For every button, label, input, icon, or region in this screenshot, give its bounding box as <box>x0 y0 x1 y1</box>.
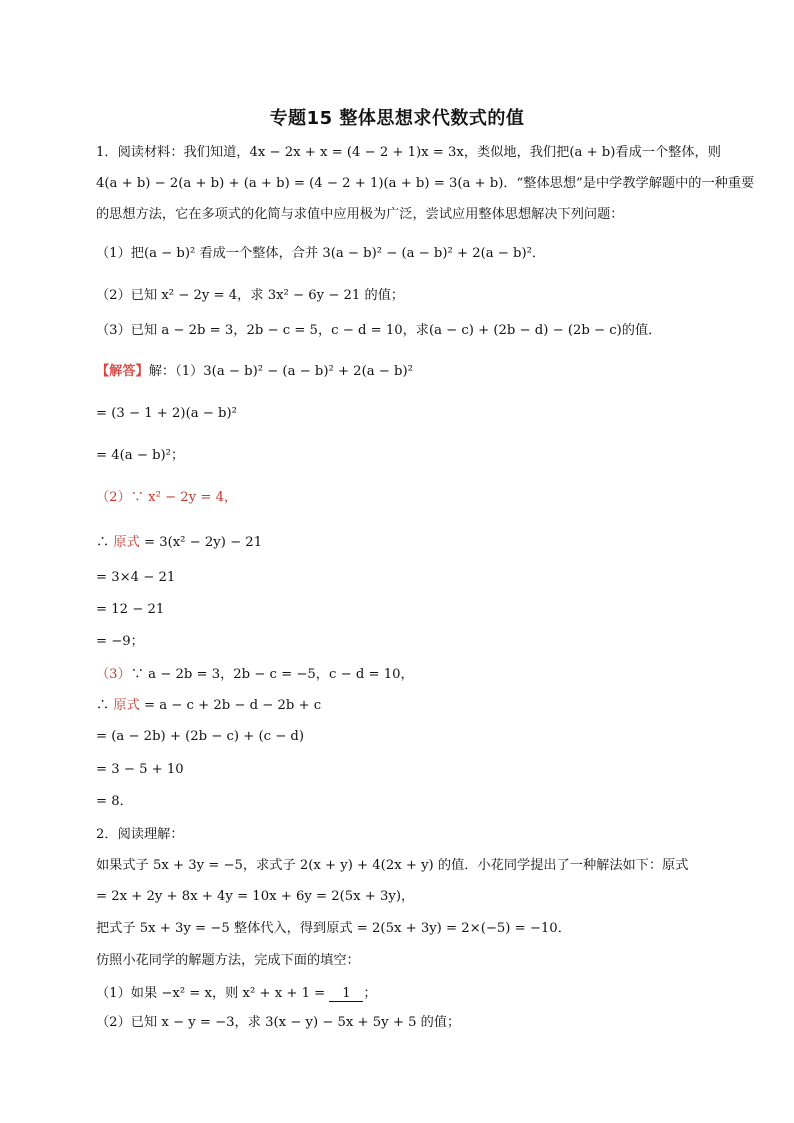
answer-part-2-step-4: = −9； <box>96 634 144 649</box>
page-title: 专题15 整体思想求代数式的值 <box>269 108 525 129</box>
q1-intro-line-1: 1．阅读材料：我们知道，4x − 2x + x = (4 − 2 + 1)x = 3x，类似地，我们把(a + b)看成一个整体，则 <box>96 145 721 160</box>
q2-part-1 <box>96 985 377 1003</box>
q1-intro-line-3: 的思想方法，它在多项式的化简与求值中应用极为广泛，尝试应用整体思想解决下列问题： <box>96 207 624 222</box>
therefore-symbol: ∴ <box>96 698 114 713</box>
answer-part-2-given <box>96 489 237 507</box>
answer-part-3-expr: ∵ a − 2b = 3，2b − c = −5，c − d = 10， <box>130 667 414 682</box>
answer-part-2-line-1 <box>96 534 262 552</box>
q1-intro-line-2: 4(a + b) − 2(a + b) + (a + b) = (4 − 2 + 1)(a + b) = 3(a + b)．“整体思想”是中学教学解题中的一种重要 <box>96 176 755 191</box>
answer-part-3-step-2: = (a − 2b) + (2b − c) + (c − d) <box>96 729 305 744</box>
answer-blank: 1 <box>329 987 363 1002</box>
q1-part-1: （1）把(a − b)² 看成一个整体，合并 3(a − b)² − (a − b)² + 2(a − b)²． <box>96 246 546 261</box>
answer-part-2-expr: ∵ x² − 2y = 4， <box>130 490 238 505</box>
answer-part-3-given <box>96 666 414 684</box>
answer-part-3-step-1: = a − c + 2b − d − 2b + c <box>139 698 322 713</box>
q2-line-2: = 2x + 2y + 8x + 4y = 10x + 6y = 2(5x + 3y)， <box>96 889 415 904</box>
answer-lead: 解：（1） <box>148 364 204 379</box>
original-expression-label: 原式 <box>113 535 140 550</box>
answer-part-3-line-1 <box>96 697 321 715</box>
q2-heading: 2．阅读理解： <box>96 827 184 842</box>
q2-part-2: （2）已知 x − y = −3，求 3(x − y) − 5x + 5y + 5 的值； <box>96 1015 461 1030</box>
answer-part-2-label: （2） <box>96 490 131 505</box>
answer-part-2-step-3: = 12 − 21 <box>96 602 165 617</box>
answer-line-1 <box>96 363 413 381</box>
answer-tag: 【解答】 <box>96 364 149 379</box>
therefore-symbol: ∴ <box>96 535 114 550</box>
answer-step-2: = (3 − 1 + 2)(a − b)² <box>96 406 237 421</box>
q2-part-1-end: ； <box>363 986 377 1001</box>
answer-step-3: = 4(a − b)²； <box>96 448 185 463</box>
q2-line-3: 把式子 5x + 3y = −5 整体代入，得到原式 = 2(5x + 3y) = 2×(−5) = −10． <box>96 921 571 936</box>
answer-part-2-step-1: = 3(x² − 2y) − 21 <box>139 535 263 550</box>
original-expression-label: 原式 <box>113 698 140 713</box>
q2-line-4: 仿照小花同学的解题方法，完成下面的填空： <box>96 953 360 968</box>
q1-part-3: （3）已知 a − 2b = 3，2b − c = 5，c − d = 10，求(a − c) + (2b − d) − (2b − c)的值． <box>96 323 662 338</box>
q2-line-1: 如果式子 5x + 3y = −5，求式子 2(x + y) + 4(2x + y) 的值．小花同学提出了一种解法如下：原式 <box>96 858 689 873</box>
answer-step-1: 3(a − b)² − (a − b)² + 2(a − b)² <box>203 364 413 379</box>
answer-part-3-step-3: = 3 − 5 + 10 <box>96 762 184 777</box>
q2-part-1-text: （1）如果 −x² = x，则 x² + x + 1 = <box>96 986 330 1001</box>
answer-part-3-label: （3） <box>96 667 131 682</box>
q1-part-2: （2）已知 x² − 2y = 4，求 3x² − 6y − 21 的值； <box>96 288 405 303</box>
answer-part-2-step-2: = 3×4 − 21 <box>96 570 176 585</box>
answer-part-3-step-4: = 8． <box>96 794 133 809</box>
